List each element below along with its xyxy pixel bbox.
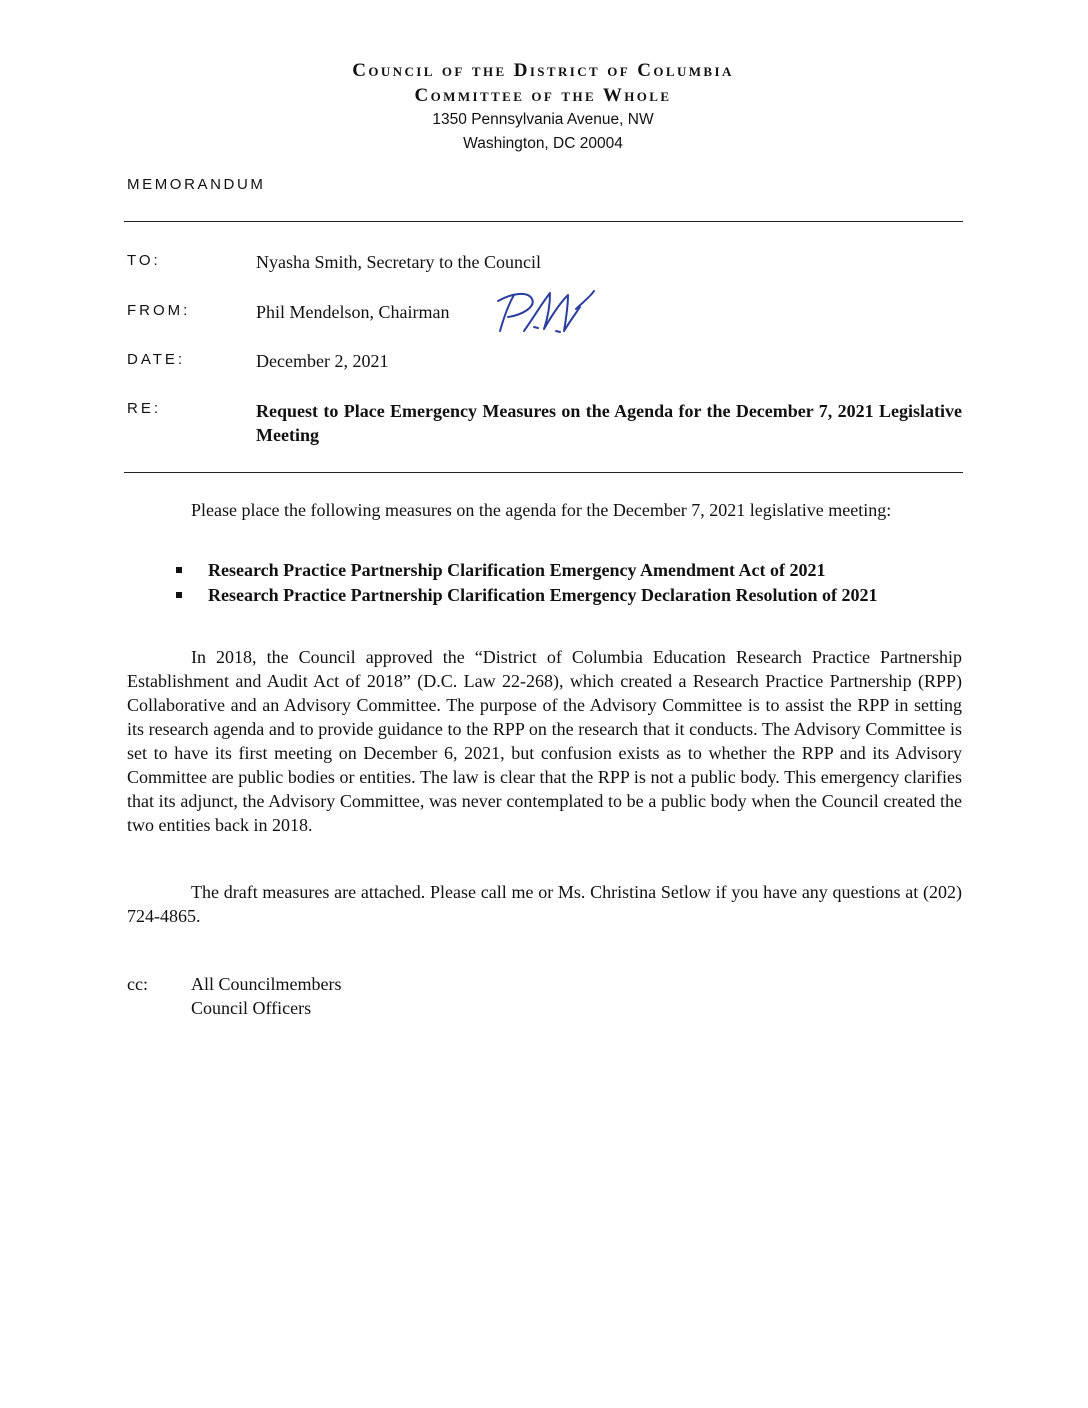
cc-recipients — [191, 972, 341, 1020]
from-value: Phil Mendelson, Chairman — [256, 302, 450, 322]
to-value: Nyasha Smith, Secretary to the Council — [256, 252, 541, 272]
cc-label: cc: — [127, 974, 148, 994]
letterhead-council-name: Council of the District of Columbia — [352, 60, 734, 81]
subject-label: RE: — [127, 400, 162, 417]
measures-list — [176, 558, 962, 608]
to-label: TO: — [127, 252, 161, 269]
memorandum-label: MEMORANDUM — [127, 176, 266, 193]
header-divider-top — [124, 221, 963, 222]
letterhead-address-city: Washington, DC 20004 — [463, 135, 623, 152]
letterhead — [124, 58, 962, 156]
subject-value: Request to Place Emergency Measures on the Agenda for the December 7, 2021 Legislative Meeting — [256, 401, 962, 445]
measure-item-amendment-act: Research Practice Partnership Clarification Emergency Amendment Act of 2021 — [176, 558, 962, 583]
signature-initials — [494, 287, 598, 339]
closing-paragraph: The draft measures are attached. Please call me or Ms. Christina Setlow if you have any questions at (202) 724-4865. — [127, 882, 962, 926]
header-divider-bottom — [124, 472, 963, 473]
intro-paragraph: Please place the following measures on the agenda for the December 7, 2021 legislative meeting: — [191, 500, 892, 520]
letterhead-committee-name: Committee of the Whole — [414, 85, 672, 106]
cc-recipient-officers: Council Officers — [191, 998, 312, 1018]
letterhead-address-street: 1350 Pennsylvania Avenue, NW — [432, 111, 654, 128]
background-paragraph: In 2018, the Council approved the “District of Columbia Education Research Practice Partnership Establishment and Audit Act of 2018” (D.C. Law 22-268), which created a Research Practice Partnership (RPP) Collaborative and an Advisory Committee. The purpose of the Advisory Committee is to assist the RPP in setting its research agenda and to provide guidance to the RPP on the research that it conducts. The Advisory Committee is set to have its first meeting on December 6, 2021, but confusion exists as to whether the RPP and its Advisory Committee are public bodies or entities. The law is clear that the RPP is not a public body. This emergency clarifies that its adjunct, the Advisory Committee, was never contemplated to be a public body when the Council created the two entities back in 2018. — [127, 647, 962, 835]
from-label: FROM: — [127, 302, 191, 319]
date-label: DATE: — [127, 351, 186, 368]
date-value: December 2, 2021 — [256, 351, 389, 371]
cc-recipient-councilmembers: All Councilmembers — [191, 974, 342, 994]
measure-item-declaration-resolution: Research Practice Partnership Clarification Emergency Declaration Resolution of 2021 — [176, 583, 962, 608]
